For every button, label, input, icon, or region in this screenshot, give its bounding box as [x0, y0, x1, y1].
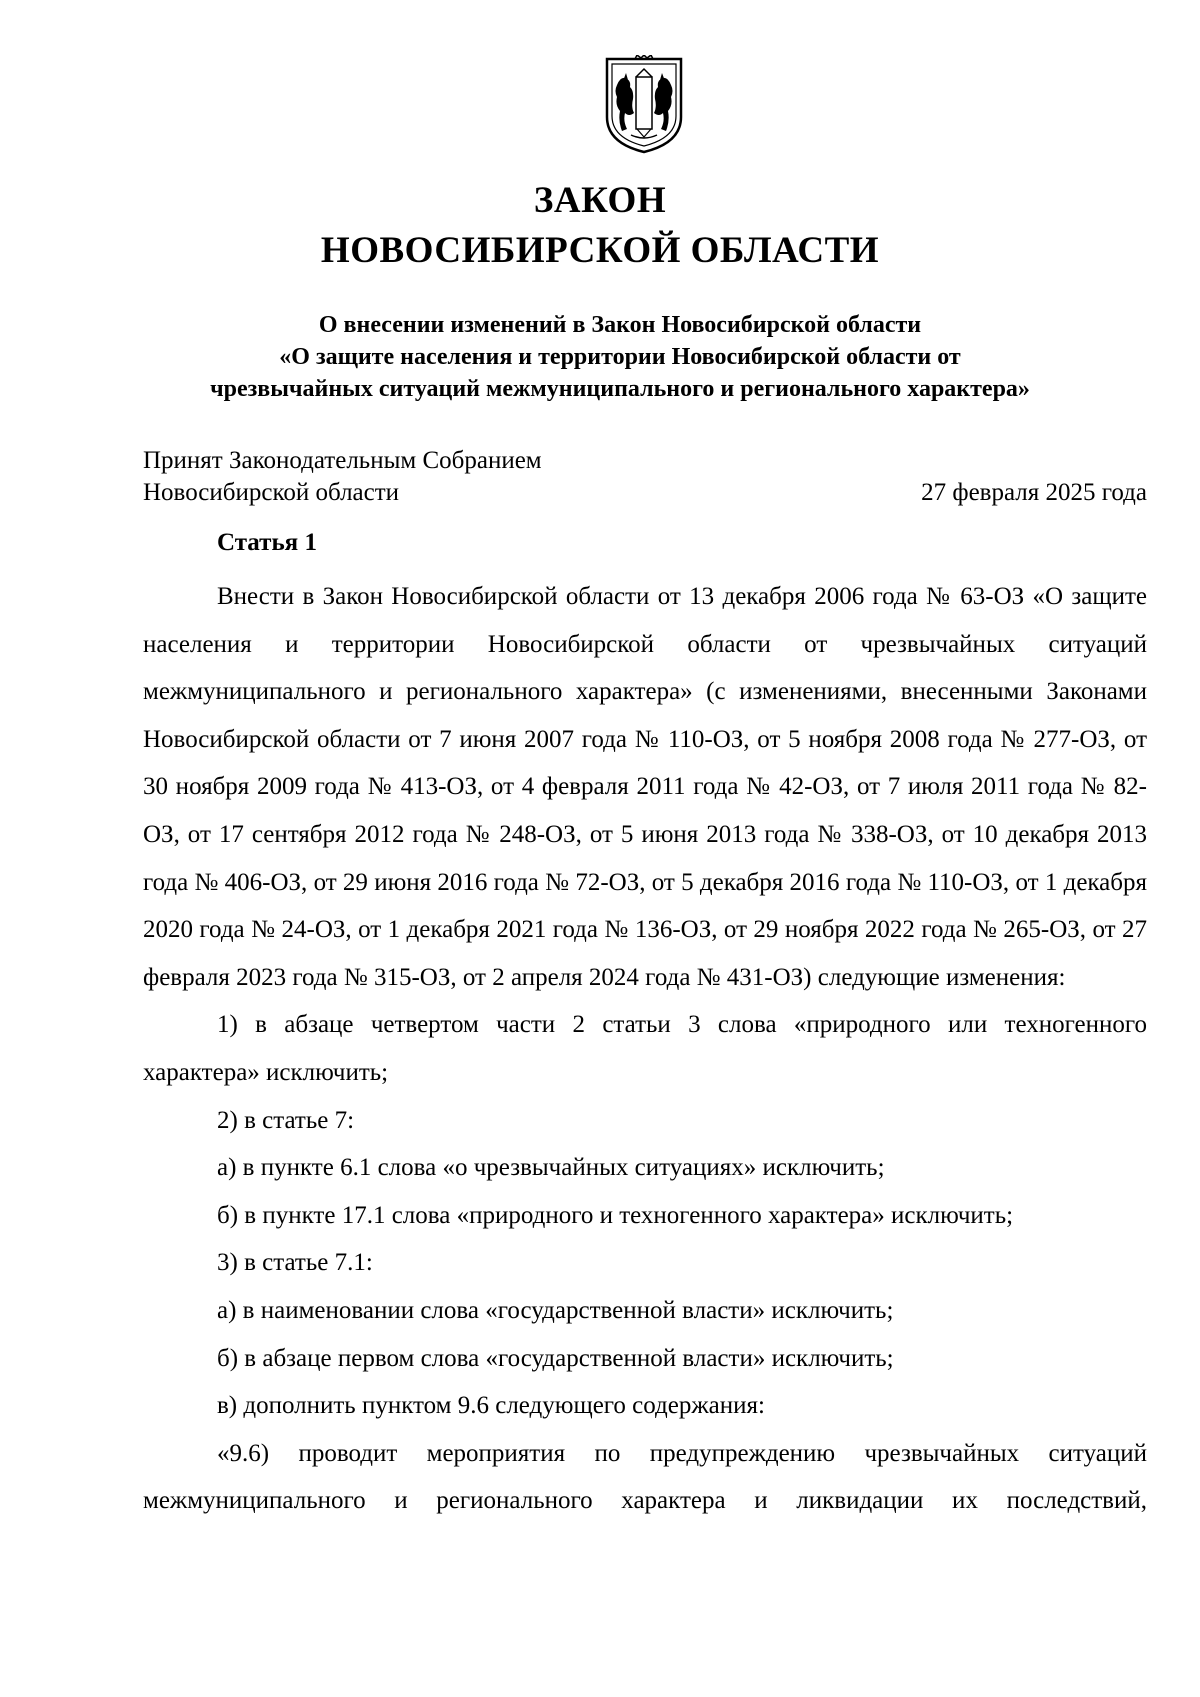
paragraph: а) в пункте 6.1 слова «о чрезвычайных ситуациях» исключить; — [217, 1154, 885, 1182]
paragraph: 2) в статье 7: — [217, 1106, 355, 1134]
paragraph: 3) в статье 7.1: — [217, 1249, 373, 1277]
article-body — [143, 573, 1147, 1525]
law-title-line-2: НОВОСИБИРСКОЙ ОБЛАСТИ — [320, 230, 880, 271]
coat-of-arms-icon — [603, 55, 685, 155]
paragraph: 1) в абзаце четвертом части 2 статьи 3 слова «природного или техногенного характера» исключить; — [143, 1011, 1147, 1086]
article-heading: Статья 1 — [217, 529, 317, 556]
adoption-body-line-2: Новосибирской области — [143, 479, 400, 506]
law-title — [0, 176, 1200, 276]
law-subtitle — [120, 309, 1120, 405]
law-subtitle-line-1: О внесении изменений в Закон Новосибирской области — [318, 312, 922, 338]
law-subtitle-line-3: чрезвычайных ситуаций межмуниципального и регионального характера» — [210, 376, 1030, 402]
paragraph: б) в абзаце первом слова «государственной власти» исключить; — [217, 1344, 894, 1372]
law-title-line-1: ЗАКОН — [533, 180, 667, 221]
paragraph: «9.6) проводит мероприятия по предупреждению чрезвычайных ситуаций межмуниципального и регионального характера и ликвидации их последствий, — [143, 1439, 1147, 1515]
law-subtitle-line-2: «О защите населения и территории Новосибирской области от — [279, 344, 961, 370]
paragraph: б) в пункте 17.1 слова «природного и техногенного характера» исключить; — [217, 1201, 1014, 1229]
paragraph: а) в наименовании слова «государственной власти» исключить; — [217, 1296, 894, 1324]
adoption-body-line-1: Принят Законодательным Собранием — [143, 447, 542, 474]
paragraph: Внести в Закон Новосибирской области от 13 декабря 2006 года № 63-ОЗ «О защите населения и территории Новосибирской области от чрезвычайных ситуаций межмуниципального и регионального характера» (с изменениями, внесенными Законами Новосибирской области от 7 июня 2007 года № 110-ОЗ, от 5 ноября 2008 года № 277-ОЗ, от 30 ноября 2009 года № 413-ОЗ, от 4 февраля 2011 года № 42-ОЗ, от 7 июля 2011 года № 82-ОЗ, от 17 сентября 2012 года № 248-ОЗ, от 5 июня 2013 года № 338-ОЗ, от 10 декабря 2013 года № 406-ОЗ, от 29 июня 2016 года № 72-ОЗ, от 5 декабря 2016 года № 110-ОЗ, от 1 декабря 2020 года № 24-ОЗ, от 1 декабря 2021 года № 136-ОЗ, от 29 ноября 2022 года № 265-ОЗ, от 27 февраля 2023 года № 315-ОЗ, от 2 апреля 2024 года № 431-ОЗ) следующие изменения: — [143, 583, 1147, 991]
adoption-date: 27 февраля 2025 года — [921, 479, 1147, 506]
paragraph: в) дополнить пунктом 9.6 следующего содержания: — [217, 1392, 765, 1420]
